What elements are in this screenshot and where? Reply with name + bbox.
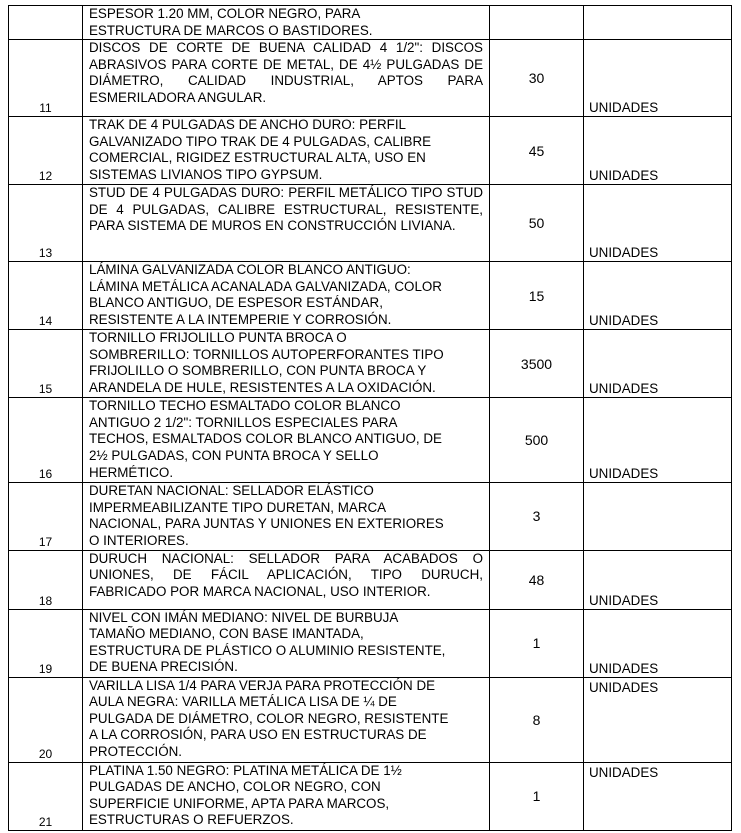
- item-description: TRAK DE 4 PULGADAS DE ANCHO DURO: PERFIL GALVANIZADO TIPO TRAK DE 4 PULGADAS, CALIBRE COMERCIAL, RIGIDEZ ESTRUCTURAL ALTA, USO EN SISTEMAS LIVIANOS TIPO GYPSUM.: [83, 117, 490, 185]
- table-row: [9, 677, 732, 762]
- item-unit: [584, 483, 732, 550]
- item-number: 12: [9, 117, 83, 185]
- item-quantity: 15: [490, 262, 584, 330]
- item-quantity: [490, 6, 584, 40]
- item-unit: UNIDADES: [584, 117, 732, 185]
- table-row: [9, 40, 732, 117]
- table-row: [9, 762, 732, 830]
- table-row: [9, 398, 732, 483]
- item-unit: UNIDADES: [584, 185, 732, 262]
- table-row: [9, 185, 732, 262]
- table-row: [9, 483, 732, 550]
- item-quantity: 50: [490, 185, 584, 262]
- items-table: [8, 5, 732, 831]
- table-row: [9, 6, 732, 40]
- table-row: [9, 550, 732, 609]
- item-description: LÁMINA GALVANIZADA COLOR BLANCO ANTIGUO: LÁMINA METÁLICA ACANALADA GALVANIZADA, COLOR BLANCO ANTIGUO, DE ESPESOR ESTÁNDAR, RESISTENTE A LA INTEMPERIE Y CORROSIÓN.: [83, 262, 490, 330]
- item-number: 15: [9, 330, 83, 398]
- item-number: 11: [9, 40, 83, 117]
- item-quantity: 30: [490, 40, 584, 117]
- item-description: TORNILLO FRIJOLILLO PUNTA BROCA O SOMBRERILLO: TORNILLOS AUTOPERFORANTES TIPO FRIJOLILLO O SOMBRERILLO, CON PUNTA BROCA Y ARANDELA DE HULE, RESISTENTES A LA OXIDACIÓN.: [83, 330, 490, 398]
- item-unit: UNIDADES: [584, 40, 732, 117]
- item-description: DURETAN NACIONAL: SELLADOR ELÁSTICO IMPERMEABILIZANTE TIPO DURETAN, MARCA NACIONAL, PARA JUNTAS Y UNIONES EN EXTERIORES O INTERIORES.: [83, 483, 490, 550]
- item-quantity: 48: [490, 550, 584, 609]
- table-row: [9, 117, 732, 185]
- item-number: 21: [9, 762, 83, 830]
- item-description: PLATINA 1.50 NEGRO: PLATINA METÁLICA DE 1½ PULGADAS DE ANCHO, COLOR NEGRO, CON SUPERFICIE UNIFORME, APTA PARA MARCOS, ESTRUCTURAS O REFUERZOS.: [83, 762, 490, 830]
- item-unit: UNIDADES: [584, 762, 732, 830]
- item-number: 20: [9, 677, 83, 762]
- item-number: 16: [9, 398, 83, 483]
- item-unit: UNIDADES: [584, 330, 732, 398]
- item-number: 17: [9, 483, 83, 550]
- item-number: [9, 6, 83, 40]
- item-description: ESPESOR 1.20 MM, COLOR NEGRO, PARA ESTRUCTURA DE MARCOS O BASTIDORES.: [83, 6, 490, 40]
- table-row: [9, 609, 732, 677]
- item-unit: [584, 6, 732, 40]
- table-row: [9, 330, 732, 398]
- item-description: STUD DE 4 PULGADAS DURO: PERFIL METÁLICO TIPO STUD DE 4 PULGADAS, CALIBRE ESTRUCTURAL, RESISTENTE, PARA SISTEMA DE MUROS EN CONSTRUCCIÓN LIVIANA.: [83, 185, 490, 262]
- item-quantity: 3: [490, 483, 584, 550]
- item-number: 14: [9, 262, 83, 330]
- item-quantity: 3500: [490, 330, 584, 398]
- item-unit: UNIDADES: [584, 398, 732, 483]
- item-quantity: 1: [490, 762, 584, 830]
- item-quantity: 1: [490, 609, 584, 677]
- item-unit: UNIDADES: [584, 550, 732, 609]
- item-description: VARILLA LISA 1/4 PARA VERJA PARA PROTECCIÓN DE AULA NEGRA: VARILLA METÁLICA LISA DE ¼ DE PULGADA DE DIÁMETRO, COLOR NEGRO, RESISTENTE A LA CORROSIÓN, PARA USO EN ESTRUCTURAS DE PROTECCIÓN.: [83, 677, 490, 762]
- item-unit: UNIDADES: [584, 262, 732, 330]
- item-number: 13: [9, 185, 83, 262]
- item-quantity: 45: [490, 117, 584, 185]
- item-unit: UNIDADES: [584, 677, 732, 762]
- item-unit: UNIDADES: [584, 609, 732, 677]
- item-quantity: 500: [490, 398, 584, 483]
- item-description: NIVEL CON IMÁN MEDIANO: NIVEL DE BURBUJA TAMAÑO MEDIANO, CON BASE IMANTADA, ESTRUCTURA DE PLÁSTICO O ALUMINIO RESISTENTE, DE BUENA PRECISIÓN.: [83, 609, 490, 677]
- item-quantity: 8: [490, 677, 584, 762]
- items-table-body: [9, 6, 732, 831]
- item-description: TORNILLO TECHO ESMALTADO COLOR BLANCO ANTIGUO 2 1/2": TORNILLOS ESPECIALES PARA TECHOS, ESMALTADOS COLOR BLANCO ANTIGUO, DE 2½ PULGADAS, CON PUNTA BROCA Y SELLO HERMÉTICO.: [83, 398, 490, 483]
- item-number: 19: [9, 609, 83, 677]
- item-description: DURUCH NACIONAL: SELLADOR PARA ACABADOS O UNIONES, DE FÁCIL APLICACIÓN, TIPO DURUCH, FABRICADO POR MARCA NACIONAL, USO INTERIOR.: [83, 550, 490, 609]
- item-number: 18: [9, 550, 83, 609]
- item-description: DISCOS DE CORTE DE BUENA CALIDAD 4 1/2": DISCOS ABRASIVOS PARA CORTE DE METAL, DE 4½ PULGADAS DE DIÁMETRO, CALIDAD INDUSTRIAL, APTOS PARA ESMERILADORA ANGULAR.: [83, 40, 490, 117]
- table-row: [9, 262, 732, 330]
